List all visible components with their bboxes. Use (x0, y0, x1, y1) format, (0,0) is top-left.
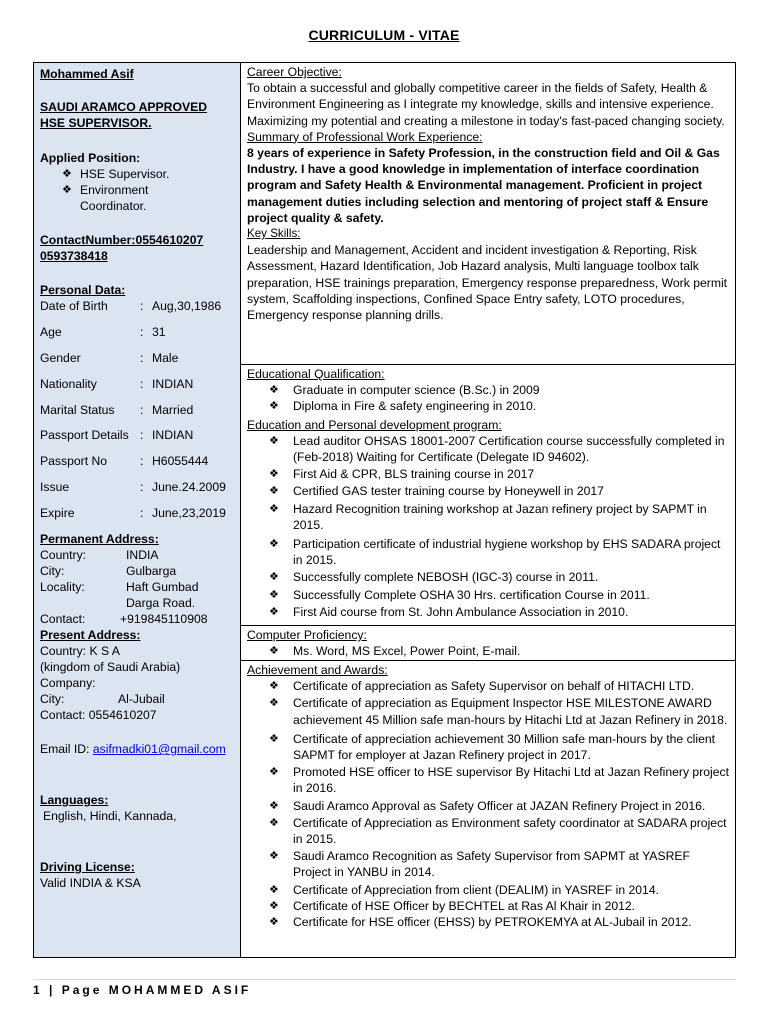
development-item: ❖ Certified GAS tester training course by Honeywell in 2017 (269, 483, 731, 499)
education-section (241, 365, 735, 626)
field-sep: : (140, 350, 144, 365)
career-heading: Career Objective: (247, 65, 342, 79)
document-title: CURRICULUM - VITAE (308, 27, 460, 43)
development-item: ❖ First Aid & CPR, BLS training course in 2017 (269, 466, 731, 482)
education-list (247, 382, 731, 414)
award-item: ❖ Certificate of appreciation achievement 30 Million safe man-hours by the client SAPMT for employer at Jazan Refinery project in 2017. (269, 731, 731, 763)
present-contact: Contact: 0554610207 (40, 708, 157, 723)
field-key: Passport Details (40, 428, 129, 443)
applied-position-item: ❖ HSE Supervisor. (62, 166, 234, 182)
field-value: INDIAN (152, 428, 194, 443)
field-sep: : (140, 480, 144, 495)
field-sep: : (140, 376, 144, 391)
present-address-label: Present Address: (40, 628, 141, 643)
career-section (241, 63, 735, 365)
field-sep: : (140, 299, 144, 313)
email-row (40, 741, 234, 757)
field-key: Issue (40, 480, 70, 495)
present-kingdom: (kingdom of Saudi Arabia) (40, 660, 181, 675)
field-key: City: (40, 564, 65, 579)
skills-text: Leadership and Management, Accident and incident investigation & Reporting, Risk Assessment, Hazard Identification, Job Hazard analysis, Multi language toolbox talk preparation, HSE trainings preparation, Emergency response preparedness, Work permit system, Scaffolding inspections, Confined Space Entry safety, LOTO procedures, Emergency response planning drills. (247, 243, 728, 323)
personal-data-row (40, 501, 234, 527)
skills-heading: Key Skills: (247, 227, 301, 241)
right-column (241, 63, 735, 957)
personal-data-row (40, 372, 234, 398)
award-item: ❖ Promoted HSE officer to HSE supervisor By Hitachi Ltd at Jazan Refinery project in 2016. (269, 764, 731, 796)
awards-list (247, 678, 731, 930)
field-key: Expire (40, 506, 75, 521)
field-value: June,23,2019 (152, 506, 226, 521)
permanent-locality-2 (40, 595, 234, 611)
field-value: INDIA (126, 548, 159, 563)
award-item: ❖ Certificate of appreciation as Equipment Inspector HSE MILESTONE AWARD achievement 45 Million safe man-hours by Hitachi Ltd at Jazan Refinery in 2018. (269, 695, 731, 727)
personal-data-row (40, 346, 234, 372)
award-item: ❖ Certificate of HSE Officer by BECHTEL at Ras Al Khair in 2012. (269, 898, 731, 914)
summary-text (247, 145, 731, 226)
development-item: ❖ Hazard Recognition training workshop at Jazan refinery project by SAPMT in 2015. (269, 501, 731, 533)
field-value: INDIAN (152, 376, 194, 391)
field-sep: : (140, 454, 144, 469)
field-value: Darga Road. (126, 596, 196, 611)
award-item: ❖ Certificate of appreciation as Safety Supervisor on behalf of HITACHI LTD. (269, 678, 731, 694)
field-key: Marital Status (40, 402, 115, 417)
education-item: ❖ Graduate in computer science (B.Sc.) in 2009 (269, 382, 731, 398)
field-value: Al-Jubail (118, 692, 165, 707)
field-value: H6055444 (152, 454, 209, 469)
designation: SAUDI ARAMCO APPROVED HSE SUPERVISOR. (40, 100, 208, 130)
email-label: Email ID: (40, 742, 93, 757)
present-city (40, 691, 234, 707)
computer-heading: Computer Proficiency: (247, 628, 367, 642)
driving-license-value: Valid INDIA & KSA (40, 876, 141, 891)
field-value: Aug,30,1986 (152, 299, 222, 313)
development-item: ❖ First Aid course from St. John Ambulance Association in 2010. (269, 604, 731, 620)
field-value: Gulbarga (126, 564, 177, 579)
personal-data-row (40, 423, 234, 449)
permanent-contact (40, 611, 234, 627)
permanent-address-label: Permanent Address: (40, 532, 159, 547)
personal-data-row (40, 294, 234, 320)
development-heading: Education and Personal development program: (247, 417, 502, 432)
field-key: Country: (40, 548, 87, 563)
field-value: Male (152, 350, 179, 365)
awards-heading: Achievement and Awards: (247, 663, 388, 677)
languages-value: English, Hindi, Kannada, (43, 809, 177, 824)
present-country: Country: K S A (40, 644, 120, 659)
field-value: June.24.2009 (152, 480, 226, 495)
summary-heading: Summary of Professional Work Experience: (247, 129, 483, 144)
award-item: ❖ Certificate for HSE officer (EHSS) by PETROKEMYA at AL-Jubail in 2012. (269, 914, 731, 930)
computer-list (247, 643, 731, 659)
personal-data-row (40, 475, 234, 501)
award-item: ❖ Certificate of Appreciation as Environment safety coordinator at SADARA project in 2015. (269, 815, 731, 847)
left-column (34, 63, 241, 957)
permanent-country (40, 547, 234, 563)
applied-position-label: Applied Position: (40, 151, 141, 165)
field-key: Gender (40, 350, 81, 365)
award-item: ❖ Saudi Aramco Approval as Safety Officer at JAZAN Refinery Project in 2016. (269, 798, 731, 814)
field-value: 31 (152, 324, 166, 339)
field-key: Passport No (40, 454, 108, 469)
education-heading: Educational Qualification: (247, 367, 385, 381)
field-sep: : (140, 428, 144, 443)
field-sep: : (140, 324, 144, 339)
field-key: Age (40, 324, 62, 339)
education-item: ❖ Diploma in Fire & safety engineering in 2010. (269, 398, 731, 414)
development-item: ❖ Successfully complete NEBOSH (IGC-3) course in 2011. (269, 569, 731, 585)
summary-bold-text: 8 years of experience in Safety Profession, in the construction field and Oil & Gas Industry. (247, 146, 720, 177)
present-company: Company: (40, 676, 96, 691)
field-value: +919845110908 (120, 612, 208, 627)
personal-data-row (40, 398, 234, 424)
field-value: Haft Gumbad (126, 580, 199, 595)
field-key: Nationality (40, 376, 97, 391)
computer-section (241, 626, 735, 661)
computer-item: ❖ Ms. Word, MS Excel, Power Point, E-mail. (269, 643, 731, 659)
development-item: ❖ Participation certificate of industrial hygiene workshop by EHS SADARA project in 2015. (269, 536, 731, 568)
field-value: Married (152, 402, 194, 417)
email-link[interactable]: asifmadki01@gmail.com (92, 742, 226, 757)
field-key: City: (40, 692, 65, 707)
award-item: ❖ Saudi Aramco Recognition as Safety Supervisor from SAPMT at YASREF Project in YANBU in 2014. (269, 848, 731, 880)
page-footer: 1 | Page MOHAMMED ASIF (33, 979, 736, 997)
applied-position-list (40, 166, 234, 214)
personal-data-row (40, 320, 234, 346)
field-sep: : (140, 402, 144, 417)
contact-number-2: 0593738418 (40, 249, 108, 263)
award-item: ❖ Certificate of Appreciation from client (DEALIM) in YASREF in 2014. (269, 882, 731, 898)
cv-table (33, 62, 736, 958)
field-key: Contact: (40, 612, 86, 627)
career-text: To obtain a successful and globally competitive career in the fields of Safety, Health & Environment Engineering as I integrate my knowledge, skills and intensive experience. Maximizing my potential and creating a milestone in today's fast-paced changing society. (247, 81, 725, 128)
development-list (247, 433, 731, 620)
permanent-city (40, 563, 234, 579)
personal-data-label: Personal Data: (40, 283, 126, 297)
field-key: Date of Birth (40, 299, 108, 313)
development-item: ❖ Lead auditor OHSAS 18001-2007 Certification course successfully completed in (Feb-2018) Waiting for Certificate (Delegate ID 94602). (269, 433, 731, 465)
awards-section (241, 661, 735, 957)
contact-number: ContactNumber:0554610207 (40, 233, 204, 247)
development-item: ❖ Successfully Complete OSHA 30 Hrs. certification Course in 2011. (269, 587, 731, 603)
summary-rest-text: I have a good knowledge in implementation of interface coordination program and Safety Health & Environmental management. Proficient in project management duties including selection and mentoring of project staff & Ensure project quality & safety. (247, 162, 709, 225)
field-sep: : (140, 506, 144, 521)
candidate-name: Mohammed Asif (40, 67, 134, 81)
field-key: Locality: (40, 580, 85, 595)
personal-data-row (40, 449, 234, 475)
personal-data-list (40, 294, 234, 527)
driving-license-label: Driving License: (40, 860, 135, 875)
applied-position-item: ❖ Environment Coordinator. (62, 182, 170, 214)
permanent-locality (40, 579, 234, 595)
languages-label: Languages: (40, 793, 109, 808)
